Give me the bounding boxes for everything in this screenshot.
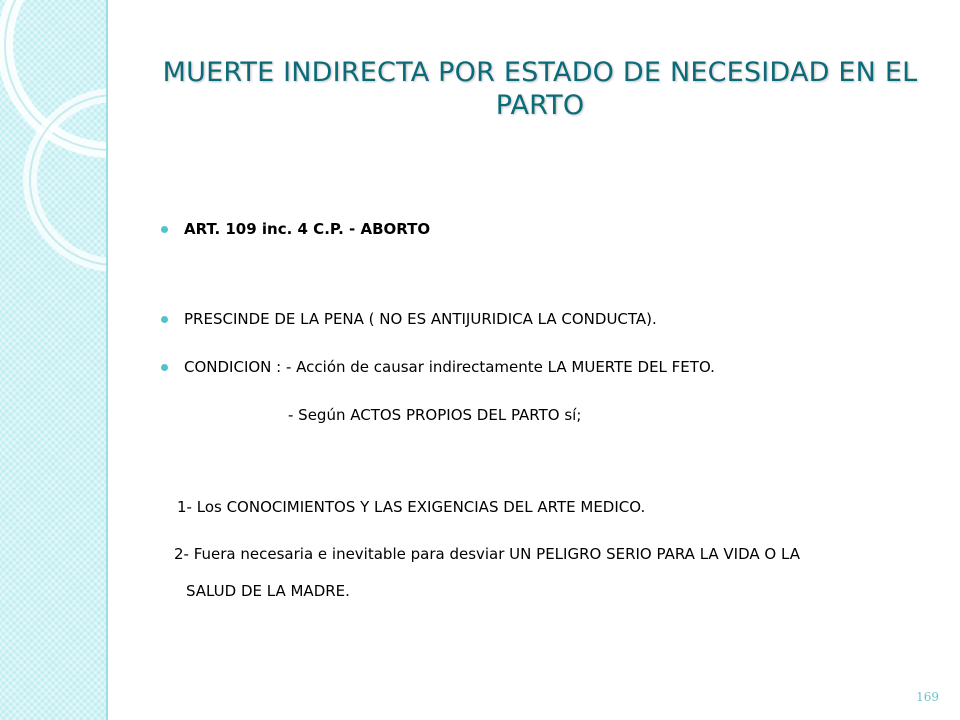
decorative-sidebar: [0, 0, 108, 720]
bullet-article: ART. 109 inc. 4 C.P. - ABORTO: [184, 220, 431, 238]
slide-title: MUERTE INDIRECTA POR ESTADO DE NECESIDAD EN EL PARTO: [162, 57, 918, 121]
bullet-icon: [161, 364, 168, 371]
bullet-condition: CONDICION : - Acción de causar indirectamente LA MUERTE DEL FETO.: [184, 358, 715, 376]
sub-condition: - Según ACTOS PROPIOS DEL PARTO sí;: [288, 406, 582, 424]
numbered-item-2: 2- Fuera necesaria e inevitable para desviar UN PELIGRO SERIO PARA LA VIDA O LA: [174, 545, 800, 563]
bullet-penalty: PRESCINDE DE LA PENA ( NO ES ANTIJURIDICA LA CONDUCTA).: [184, 310, 657, 328]
decorative-circles: [0, 0, 106, 720]
bullet-icon: [161, 226, 168, 233]
page-number: 169: [916, 690, 939, 704]
numbered-item-1: 1- Los CONOCIMIENTOS Y LAS EXIGENCIAS DEL ARTE MEDICO.: [177, 498, 646, 516]
bullet-icon: [161, 316, 168, 323]
numbered-item-2-continuation: SALUD DE LA MADRE.: [186, 582, 350, 600]
